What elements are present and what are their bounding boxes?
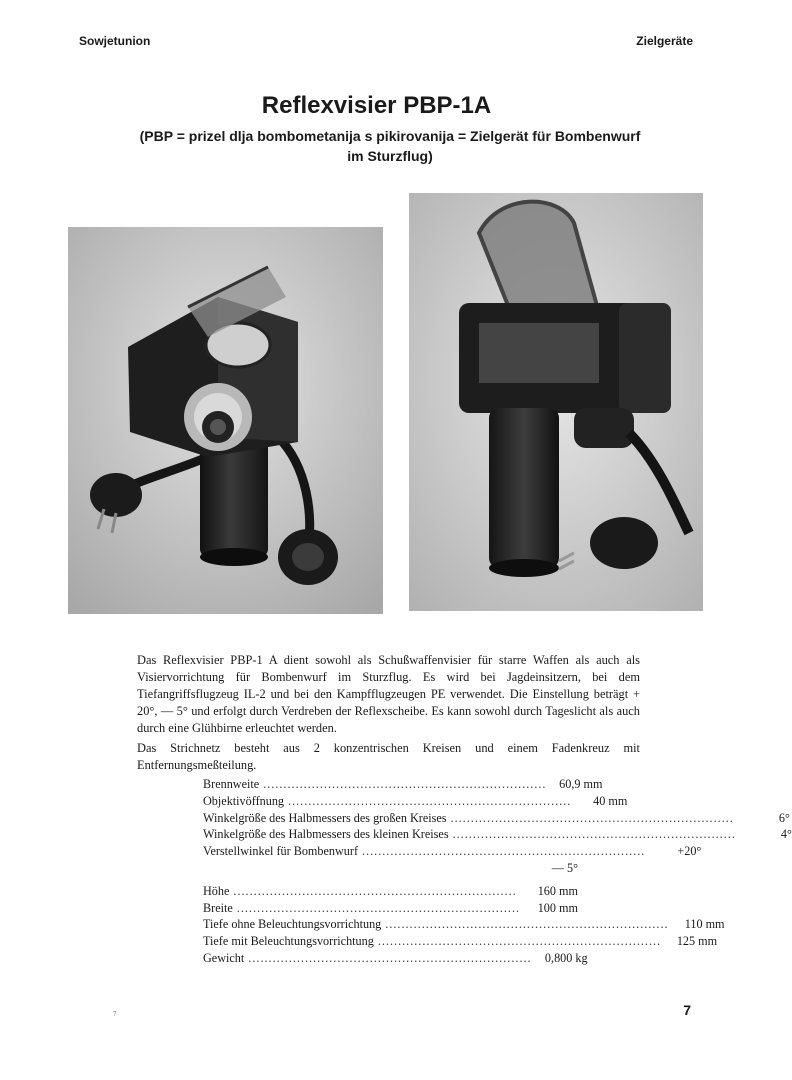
spec-label: Breite bbox=[203, 900, 233, 915]
spec-value: 125 mm bbox=[676, 934, 718, 949]
page-subtitle bbox=[90, 126, 690, 166]
spec-value: 40 mm bbox=[593, 793, 628, 808]
description-paragraph: Das Reflexvisier PBP-1 A dient sowohl als Schußwaffenvisier für starre Waffen als auch als Visiervorrichtung für Bombenwurf im Sturzflug. Es wird bei Jagdeinsitzern, bei dem Tiefangriffsflugzeug IL-2 und bei den Kampfflugzeugen PE verwendet. Die Einstellung beträgt + 20°, — 5° und erfolgt durch Verdreben der Reflexscheibe. Es kann sowohl durch Tageslicht als auch durch eine Glühbirne erleuchtet werden. bbox=[137, 653, 640, 735]
reflex-sight-photo-front bbox=[68, 227, 383, 614]
reticle-paragraph: Das Strichnetz besteht aus 2 konzentrischen Kreisen und einem Fadenkreuz mit Entfernungsmeßteilung. bbox=[137, 741, 640, 772]
reflex-sight-photo-rear bbox=[409, 193, 703, 611]
leader-dots: ...................................................................... bbox=[377, 934, 662, 949]
leader-dots: ...................................................................... bbox=[452, 827, 736, 842]
spec-label: Gewicht bbox=[203, 950, 245, 965]
spec-row bbox=[203, 884, 578, 901]
spec-row bbox=[203, 844, 702, 861]
leader-dots: ...................................................................... bbox=[248, 950, 532, 965]
spec-row bbox=[203, 901, 578, 918]
spec-value: +20° bbox=[677, 844, 702, 859]
page-number: 7 bbox=[683, 1002, 691, 1018]
spec-value: — 5° bbox=[551, 860, 578, 875]
spec-label: Brennweite bbox=[203, 777, 260, 791]
spec-label: Verstellwinkel für Bombenwurf bbox=[203, 844, 359, 859]
spec-row bbox=[203, 810, 790, 828]
subtitle-line-1: (PBP = prizel dlja bombometanija s pikirovanija = Zielgerät für Bombenwurf bbox=[139, 128, 641, 144]
spec-table bbox=[203, 777, 792, 968]
leader-dots: ...................................................................... bbox=[288, 793, 572, 808]
leader-dots: ...................................................................... bbox=[450, 810, 734, 825]
spec-label: Winkelgröße des Halbmessers des kleinen Kreises bbox=[203, 827, 449, 842]
leader-dots: ...................................................................... bbox=[263, 777, 547, 791]
spec-row bbox=[203, 950, 588, 968]
leader-dots: ...................................................................... bbox=[385, 917, 669, 932]
page-title: Reflexvisier PBP-1A bbox=[261, 92, 492, 119]
spec-value: 100 mm bbox=[537, 900, 578, 915]
spec-label: Objektivöffnung bbox=[203, 793, 285, 808]
spec-row bbox=[203, 917, 725, 934]
leader-dots: ...................................................................... bbox=[236, 900, 521, 915]
spec-value: 4° bbox=[780, 827, 792, 842]
subtitle-line-2: im Sturzflug) bbox=[347, 148, 433, 164]
spec-label: Höhe bbox=[203, 883, 230, 898]
spec-label: Winkelgröße des Halbmessers des großen Kreises bbox=[203, 810, 447, 825]
spec-label: Tiefe mit Beleuchtungsvorrichtung bbox=[203, 934, 374, 949]
spec-value: 0,800 kg bbox=[544, 950, 588, 965]
header-country: Sowjetunion bbox=[79, 34, 151, 48]
leader-dots: ...................................................................... bbox=[233, 883, 517, 898]
spec-value: 110 mm bbox=[684, 917, 725, 932]
spec-value: 60,9 mm bbox=[559, 777, 603, 791]
spec-row bbox=[203, 861, 578, 878]
spec-row bbox=[203, 827, 792, 844]
header-section: Zielgeräte bbox=[636, 34, 693, 48]
spec-value: 160 mm bbox=[537, 883, 578, 898]
corner-mark: 7 bbox=[113, 1010, 117, 1018]
spec-label: Tiefe ohne Beleuchtungsvorrichtung bbox=[203, 917, 382, 932]
leader-dots: ...................................................................... bbox=[362, 844, 646, 859]
spec-row bbox=[203, 793, 628, 811]
spec-row bbox=[203, 777, 603, 794]
spec-value: 6° bbox=[778, 810, 790, 825]
spec-row bbox=[203, 934, 718, 951]
